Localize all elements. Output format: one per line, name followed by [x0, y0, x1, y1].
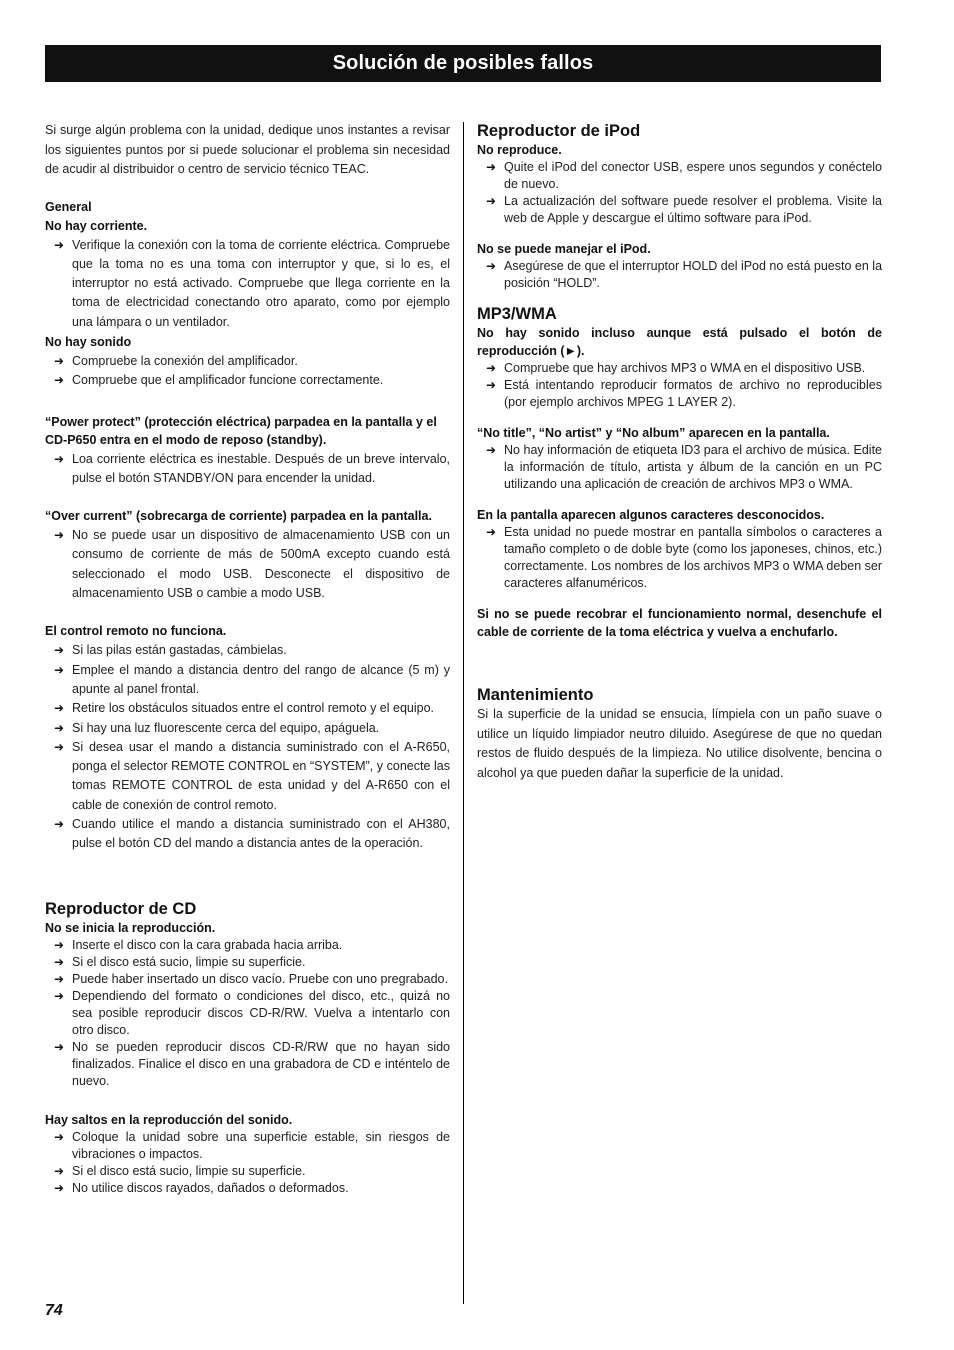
list-item: ➜ Retire los obstáculos situados entre el control remoto y el equipo. [45, 699, 450, 718]
general-heading: General [45, 199, 92, 214]
arrow-right-icon: ➜ [486, 160, 497, 174]
right-column [477, 121, 882, 783]
mp3-no-title-list [477, 442, 882, 493]
power-protect-title: “Power protect” (protección eléctrica) parpadea en la pantalla y el CD-P650 entra en el modo de reposo (standby). [45, 414, 437, 447]
ipod-no-play-list [477, 159, 882, 227]
list-item: ➜ Si las pilas están gastadas, cámbielas. [45, 641, 450, 660]
list-item: ➜ Coloque la unidad sobre una superficie estable, sin riesgos de vibraciones o impactos. [54, 1129, 450, 1161]
remote-list [45, 641, 450, 853]
arrow-right-icon: ➜ [486, 194, 497, 208]
list-item: ➜ Verifique la conexión con la toma de corriente eléctrica. Compruebe que la toma no es una toma con interruptor y que, si lo es, el interruptor no está activado. Compruebe que llega corriente en la toma de electricidad conectando otro aparato, como por ejemplo una lámpara o un ventilador. [54, 237, 450, 329]
intro-text: Si surge algún problema con la unidad, dedique unos instantes a revisar los siguientes puntos por si puede solucionar el problema sin necesidad de acudir al distribuidor o centro de servicio técnico TEAC. [45, 123, 450, 176]
arrow-right-icon: ➜ [54, 720, 65, 735]
arrow-right-icon: ➜ [54, 1163, 65, 1178]
recover-note: Si no se puede recobrar el funcionamiento normal, desenchufe el cable de corriente de la toma eléctrica y vuelva a enchufarlo. [477, 607, 882, 639]
ipod-no-control-title: No se puede manejar el iPod. [477, 242, 651, 256]
maintenance-text: Si la superficie de la unidad se ensucia, límpiela con un paño suave o utilice un líquido limpiador neutro diluido. Asegúrese de que no quedan restos de fluido después de la limpieza. No utilice disolvente, bencina o alcohol ya que pueden dañar la superficie de la unidad. [477, 707, 882, 780]
arrow-right-icon: ➜ [54, 528, 65, 543]
list-item: ➜ Puede haber insertado un disco vacío. Pruebe con uno pregrabado. [54, 971, 448, 986]
mp3-no-sound-list [477, 360, 882, 411]
list-item: ➜ Está intentando reproducir formatos de archivo no reproducibles (por ejemplo archivos MPEG 1 LAYER 2). [486, 378, 882, 409]
arrow-right-icon: ➜ [486, 259, 497, 273]
list-item: ➜ No se puede usar un dispositivo de almacenamiento USB con un consumo de corriente de más de 500mA excepto cuando está seleccionado el modo USB. Desconecte el dispositivo de almacenamiento USB o cambie a modo USB. [54, 528, 450, 601]
over-current-title: “Over current” (sobrecarga de corriente) parpadea en la pantalla. [45, 509, 432, 524]
arrow-right-icon: ➜ [54, 373, 65, 388]
arrow-right-icon: ➜ [54, 1129, 65, 1144]
arrow-right-icon: ➜ [486, 443, 497, 457]
page-title: Solución de posibles fallos [45, 45, 881, 82]
over-current-list [45, 526, 450, 603]
list-item: ➜ Esta unidad no puede mostrar en pantalla símbolos o caracteres a tamaño completo o de doble byte (como los japoneses, chinos, etc.) correctamente. Los nombres de los archivos MP3 o WMA deben ser caracteres alfanuméricos. [486, 525, 882, 590]
arrow-right-icon: ➜ [54, 1039, 65, 1054]
list-item: ➜ Si desea usar el mando a distancia suministrado con el A-R650, ponga el selector REMOTE CONTROL en “SYSTEM”, y conecte las tomas REMOTE CONTROL de esta unidad y del A-R650 con el cable de conexión de control remoto. [54, 739, 450, 812]
arrow-right-icon: ➜ [54, 451, 65, 466]
list-item: ➜ Si hay una luz fluorescente cerca del equipo, apáguela. [45, 719, 450, 738]
cd-no-play-list [45, 937, 450, 1090]
arrow-right-icon: ➜ [54, 971, 65, 986]
maintenance-heading: Mantenimiento [477, 686, 594, 704]
cd-heading: Reproductor de CD [45, 899, 197, 918]
arrow-right-icon: ➜ [486, 525, 497, 539]
mp3-heading: MP3/WMA [477, 305, 557, 323]
cd-skips-title: Hay saltos en la reproducción del sonido. [45, 1112, 293, 1127]
arrow-right-icon: ➜ [54, 954, 65, 969]
mp3-no-title-title: “No title”, “No artist” y “No album” aparecen en la pantalla. [477, 426, 830, 440]
ipod-no-control-list [477, 258, 882, 292]
page-number: 74 [45, 1302, 63, 1319]
arrow-right-icon: ➜ [54, 817, 65, 832]
arrow-right-icon: ➜ [486, 378, 497, 392]
column-divider [463, 122, 464, 1304]
left-column [45, 121, 450, 1197]
ipod-heading: Reproductor de iPod [477, 122, 641, 140]
arrow-right-icon: ➜ [54, 353, 65, 368]
arrow-right-icon: ➜ [54, 988, 65, 1003]
list-item: ➜ Compruebe que el amplificador funcione correctamente. [45, 371, 450, 390]
mp3-no-sound-title: No hay sonido incluso aunque está pulsado el botón de reproducción (►). [477, 326, 882, 358]
no-power-title: No hay corriente. [45, 218, 148, 233]
list-item: ➜ La actualización del software puede resolver el problema. Visite la web de Apple y descargue el último software para iPod. [486, 194, 882, 225]
list-item: ➜ Si el disco está sucio, limpie su superficie. [54, 954, 306, 969]
no-power-list [45, 236, 450, 332]
list-item: ➜ Quite el iPod del conector USB, espere unos segundos y conéctelo de nuevo. [486, 160, 882, 191]
cd-skips-list [45, 1129, 450, 1197]
mp3-unknown-chars-title: En la pantalla aparecen algunos caracteres desconocidos. [477, 508, 825, 522]
list-item: ➜ Asegúrese de que el interruptor HOLD del iPod no está puesto en la posición “HOLD”. [486, 259, 883, 290]
arrow-right-icon: ➜ [54, 739, 65, 754]
list-item: ➜ Si el disco está sucio, limpie su superficie. [54, 1163, 306, 1178]
list-item: ➜ No hay información de etiqueta ID3 para el archivo de música. Edite la información de título, artista y álbum de la canción en un PC utilizando una aplicación de creación de archivos MP3 o WMA. [486, 443, 882, 491]
no-sound-list [45, 352, 450, 391]
arrow-right-icon: ➜ [54, 701, 65, 716]
power-protect-list [45, 450, 450, 489]
list-item: ➜ Compruebe la conexión del amplificador. [45, 352, 450, 371]
arrow-right-icon: ➜ [486, 361, 497, 375]
arrow-right-icon: ➜ [54, 237, 65, 252]
no-sound-title: No hay sonido [45, 334, 132, 349]
list-item: ➜ Compruebe que hay archivos MP3 o WMA en el dispositivo USB. [486, 361, 866, 375]
remote-title: El control remoto no funciona. [45, 624, 227, 639]
cd-no-play-title: No se inicia la reproducción. [45, 920, 216, 935]
list-item: ➜ No se pueden reproducir discos CD-R/RW que no hayan sido finalizados. Finalice el disco en una grabadora de CD e inténtelo de nuevo. [54, 1039, 450, 1088]
arrow-right-icon: ➜ [54, 662, 65, 677]
list-item: ➜ Emplee el mando a distancia dentro del rango de alcance (5 m) y apunte al panel frontal. [54, 662, 450, 696]
list-item: ➜ Cuando utilice el mando a distancia suministrado con el AH380, pulse el botón CD del mando a distancia antes de la operación. [54, 817, 450, 851]
list-item: ➜ Loa corriente eléctrica es inestable. Después de un breve intervalo, pulse el botón STANDBY/ON para encender la unidad. [54, 451, 450, 485]
ipod-no-play-title: No reproduce. [477, 143, 562, 157]
list-item: ➜ No utilice discos rayados, dañados o deformados. [54, 1180, 349, 1195]
arrow-right-icon: ➜ [54, 1180, 65, 1195]
list-item: ➜ Dependiendo del formato o condiciones del disco, etc., quizá no sea posible reproducir discos CD-R/RW. Vuelva a intentarlo con otro disco. [54, 988, 450, 1037]
arrow-right-icon: ➜ [54, 643, 65, 658]
arrow-right-icon: ➜ [54, 937, 65, 952]
list-item: ➜ Inserte el disco con la cara grabada hacia arriba. [54, 937, 343, 952]
mp3-unknown-chars-list [477, 524, 882, 592]
